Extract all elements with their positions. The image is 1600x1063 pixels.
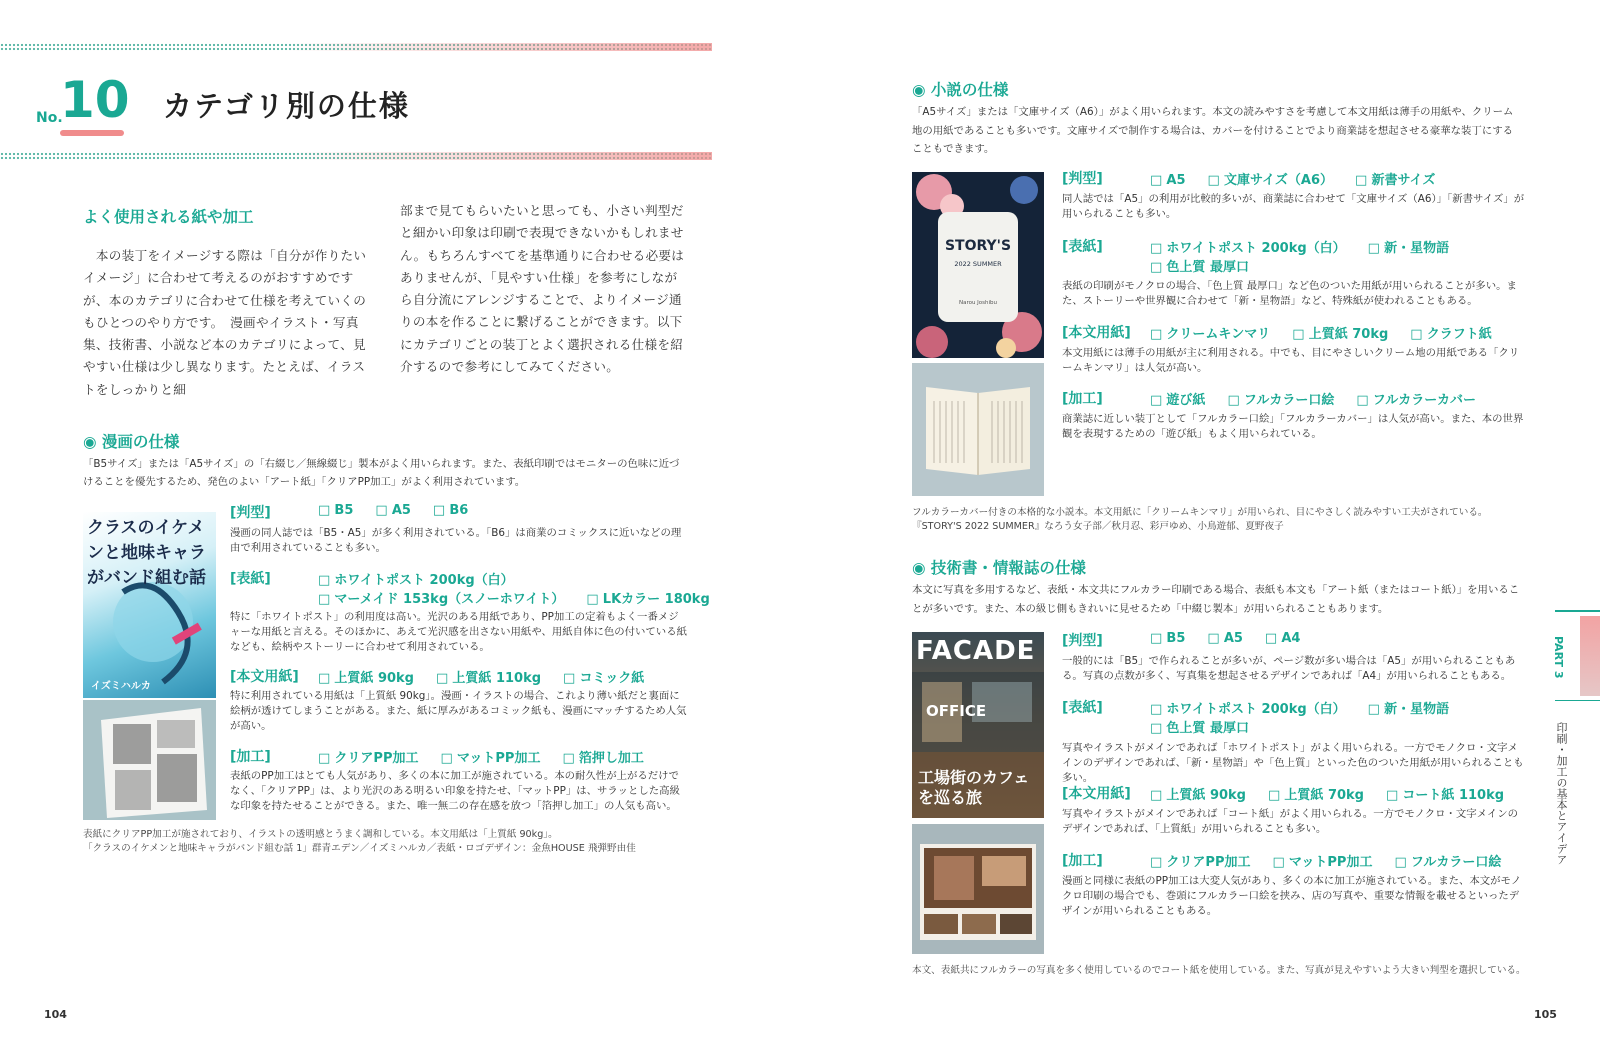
chapter-no-prefix: No. xyxy=(36,110,63,126)
novel-pages-art xyxy=(912,363,1044,496)
intro-heading: よく使用される紙や加工 xyxy=(83,208,254,226)
manga-size-items xyxy=(318,503,490,518)
manga-caption-2: 「クラスのイケメンと地味キャラがバンド組む話 1」群青エデン／イズミハルカ／表紙・ロゴデザイン：金魚HOUSE 飛弾野由佳 xyxy=(83,843,636,854)
manga-cover-item: □ LKカラー 180kg xyxy=(586,592,709,607)
manga-body-item: □ コミック紙 xyxy=(563,671,644,686)
manga-proc-text: 表紙のPP加工はとても人気があり、多くの本に加工が施されている。本の耐久性が上がるだけでなく、「クリアPP」は、より光沢のある明るい印象を持たせ、「マットPP」は、サラッとした高級な印象を持たせることができる。また、唯一無二の存在感を放つ「箔押し加工」の人気も高い。 xyxy=(230,770,680,812)
tech-cover-item: □ ホワイトポスト 200kg（白） xyxy=(1150,702,1346,717)
tech-size-item: □ A4 xyxy=(1265,631,1301,646)
manga-heading: ◉ 漫画の仕様 xyxy=(83,433,180,451)
tech-proc-item: □ フルカラー口絵 xyxy=(1394,855,1501,870)
side-tab-rule xyxy=(1555,610,1600,612)
novel-body-text: 本文用紙には薄手の用紙が主に利用される。中でも、目にやさしいクリーム地の用紙である「クリームキンマリ」は人気が高い。 xyxy=(1062,347,1520,374)
tech-proc-text: 漫画と同様に表紙のPP加工は大変人気があり、多くの本に加工が施されている。また、本文がモノクロ印刷の場合でも、巻頭にフルカラー口絵を挟み、店の写真や、重要な情報を載せるといったデザインが用いられることもある。 xyxy=(1062,875,1522,917)
tech-size-text: 一般的には「B5」で作られることが多いが、ページ数が多い場合は「A5」が用いられることもある。写真の点数が多く、写真集を想起させるデザインであれば「A4」が用いられることもある。 xyxy=(1062,655,1516,682)
novel-cover-items-2 xyxy=(1150,256,1271,275)
novel-cover-items xyxy=(1150,237,1471,256)
novel-proc-item: □ 遊び紙 xyxy=(1150,393,1205,408)
novel-size-item: □ A5 xyxy=(1150,173,1186,188)
novel-cover-label: [表紙] xyxy=(1062,239,1103,255)
novel-size-item: □ 文庫サイズ（A6） xyxy=(1208,173,1334,188)
tech-body-item: □ 上質紙 90kg xyxy=(1150,788,1246,803)
tech-body-item: □ コート紙 110kg xyxy=(1386,788,1504,803)
manga-proc-item: □ マットPP加工 xyxy=(440,751,540,766)
manga-cover-item: □ ホワイトポスト 200kg（白） xyxy=(318,573,514,588)
manga-size-item: □ B5 xyxy=(318,503,353,518)
novel-description: 「A5サイズ」または「文庫サイズ（A6）」がよく用いられます。本文の読みやすさを考慮して本文用紙は薄手の用紙や、クリーム地の用紙であることも多いです。文庫サイズで制作する場合は、カバーを付けることでより商業誌を想起させる豪華な装丁にすることもできます。 xyxy=(912,106,1514,155)
novel-proc-items xyxy=(1150,389,1498,408)
novel-proc-item: □ フルカラー口絵 xyxy=(1227,393,1334,408)
manga-pages-art xyxy=(83,700,216,820)
manga-size-text: 漫画の同人誌では「B5・A5」が多く利用されている。「B6」は商業のコミックスに近いなどの理由で利用されていることも多い。 xyxy=(230,527,682,554)
novel-book-subtitle: 2022 SUMMER xyxy=(954,260,1002,268)
manga-cover-item: □ マーメイド 153kg（スノーホワイト） xyxy=(318,592,564,607)
tech-cover-text: 写真やイラストがメインであれば「ホワイトポスト」がよく用いられる。一方でモノクロ・文字メインのデザインであれば、「新・星物語」や「色上質」といった色のついた用紙が用いられることも多い。 xyxy=(1062,742,1524,784)
tech-body-items xyxy=(1150,784,1526,803)
tech-cover-item: □ 色上質 最厚口 xyxy=(1150,721,1249,736)
novel-body-label: [本文用紙] xyxy=(1062,325,1131,341)
side-tab-chapter: 印刷・加工の基本とアイデア xyxy=(1555,722,1568,865)
tech-size-item: □ B5 xyxy=(1150,631,1185,646)
tech-size-items xyxy=(1150,631,1322,646)
manga-body-item: □ 上質紙 110kg xyxy=(436,671,541,686)
manga-body-text: 特に利用されている用紙は「上質紙 90kg」。漫画・イラストの場合、これより薄い紙だと裏面に絵柄が透けてしまうことがある。また、紙に厚みがあるコミック紙も、漫画にマッチするため人気が高い。 xyxy=(230,690,687,732)
manga-description: 「B5サイズ」または「A5サイズ」の「右綴じ／無線綴じ」製本がよく用いられます。また、表紙印刷ではモニターの色味に近づけることを優先するため、発色のよい「アート紙」「クリアPP加工」がよく利用されています。 xyxy=(83,458,680,488)
manga-cover-items-2 xyxy=(318,588,732,607)
tech-cover-items xyxy=(1150,698,1471,717)
tech-body-text: 写真やイラストがメインであれば「コート紙」がよく用いられる。一方でモノクロ・文字メインのデザインであれば、「上質紙」が用いられることも多い。 xyxy=(1062,808,1519,835)
manga-body-label: [本文用紙] xyxy=(230,669,299,685)
tech-proc-label: [加工] xyxy=(1062,853,1103,869)
tech-caption: 本文、表紙共にフルカラーの写真を多く使用しているのでコート紙を使用している。また、写真が見えやすいよう大きい判型を選択している。 xyxy=(912,965,1526,976)
manga-size-label: [判型] xyxy=(230,505,271,521)
novel-book-title: STORY'S xyxy=(944,238,1012,254)
header-band-bottom xyxy=(0,152,712,160)
manga-cover-label: [表紙] xyxy=(230,571,271,587)
manga-proc-item: □ 箔押し加工 xyxy=(562,751,643,766)
novel-caption-1: フルカラーカバー付きの本格的な小説本。本文用紙に「クリームキンマリ」が用いられ、目にやさしく読みやすい工夫がされている。 xyxy=(912,507,1488,518)
novel-body-item: □ クラフト紙 xyxy=(1410,327,1491,342)
manga-proc-label: [加工] xyxy=(230,749,271,765)
side-tab-rule-2 xyxy=(1555,700,1600,701)
tech-proc-items xyxy=(1150,851,1523,870)
side-tab-swatch xyxy=(1580,616,1600,696)
tech-body-item: □ 上質紙 70kg xyxy=(1268,788,1364,803)
tech-magazine-title: FACADE xyxy=(916,636,1036,666)
manga-cover-text: 特に「ホワイトポスト」の利用度は高い。光沢のある用紙であり、PP加工の定着もよく一番メジャーな用紙と言える。そのほかに、あえて光沢感を出さない用紙や、用紙自体に色の付いている紙なども、絵柄やストーリーに合わせて利用されている。 xyxy=(230,611,687,653)
tech-cover-items-2 xyxy=(1150,717,1271,736)
novel-size-text: 同人誌では「A5」の利用が比較的多いが、商業誌に合わせて「文庫サイズ（A6）」「新書サイズ」が用いられることも多い。 xyxy=(1062,193,1525,220)
manga-body-items xyxy=(318,667,666,686)
novel-body-items xyxy=(1150,323,1514,342)
novel-size-item: □ 新書サイズ xyxy=(1355,173,1435,188)
manga-cover-items xyxy=(318,569,536,588)
tech-heading: ◉ 技術書・情報誌の仕様 xyxy=(912,559,1086,577)
tech-pages-art xyxy=(912,824,1044,954)
novel-cover-text: 表紙の印刷がモノクロの場合、「色上質 最厚口」など色のついた用紙が用いられることが多い。また、ストーリーや世界観に合わせて「新・星物語」など、特殊紙が使われることもある。 xyxy=(1062,280,1517,307)
chapter-number: 10 xyxy=(60,71,130,129)
novel-pages-image xyxy=(912,363,1044,496)
header-band-top xyxy=(0,43,712,51)
manga-caption-1: 表紙にクリアPP加工が施されており、イラストの透明感とうまく調和している。本文用紙は「上質紙 90kg」。 xyxy=(83,829,558,840)
novel-proc-text: 商業誌に近しい装丁として「フルカラー口絵」「フルカラーカバー」は人気が高い。また、本の世界観を表現するための「遊び紙」もよく用いられている。 xyxy=(1062,413,1524,440)
page-number-right: 105 xyxy=(1534,1008,1557,1021)
tech-proc-item: □ マットPP加工 xyxy=(1272,855,1372,870)
manga-size-item: □ B6 xyxy=(433,503,468,518)
manga-cover-image xyxy=(83,512,216,698)
tech-cover-image xyxy=(912,632,1044,818)
novel-proc-item: □ フルカラーカバー xyxy=(1356,393,1476,408)
manga-cover-author: イズミハルカ xyxy=(91,681,151,692)
page-number-left: 104 xyxy=(44,1008,67,1021)
manga-pages-image xyxy=(83,700,216,820)
novel-proc-label: [加工] xyxy=(1062,391,1103,407)
novel-cover-item: □ 色上質 最厚口 xyxy=(1150,260,1249,275)
novel-book-author: Narou Joshibu xyxy=(958,300,998,306)
novel-heading: ◉ 小説の仕様 xyxy=(912,81,1009,99)
intro-column-1: 本の装丁をイメージする際は「自分が作りたいイメージ」に合わせて考えるのがおすすめですが、本のカテゴリに合わせて仕様を考えていくのもひとつのやり方です。 漫画やイラスト・写真集、技術書、小説など本のカテゴリによって、見やすい仕様は少し異なります。たとえば、イラストをしっかりと細 xyxy=(83,248,367,397)
manga-proc-items xyxy=(318,747,666,766)
novel-cover-item: □ ホワイトポスト 200kg（白） xyxy=(1150,241,1346,256)
tech-size-item: □ A5 xyxy=(1207,631,1243,646)
manga-cover-title: クラスのイケメンと地味キャラがバンド組む話 xyxy=(87,518,206,588)
side-tab-part: PART 3 xyxy=(1552,636,1565,679)
tech-cover-label: [表紙] xyxy=(1062,700,1103,716)
novel-body-item: □ 上質紙 70kg xyxy=(1292,327,1388,342)
manga-size-item: □ A5 xyxy=(375,503,411,518)
page-title: カテゴリ別の仕様 xyxy=(163,89,410,123)
tech-cover-item: □ 新・星物語 xyxy=(1368,702,1449,717)
novel-size-label: [判型] xyxy=(1062,171,1103,187)
tech-size-label: [判型] xyxy=(1062,633,1103,649)
tech-pages-image xyxy=(912,824,1044,954)
novel-caption-2: 『STORY'S 2022 SUMMER』なろう女子部／秋月忍、彩戸ゆめ、小鳥遊郁、夏野夜子 xyxy=(912,521,1284,532)
tech-magazine-headline: 工場街のカフェを巡る旅 xyxy=(918,768,1030,807)
novel-cover-item: □ 新・星物語 xyxy=(1368,241,1449,256)
manga-proc-item: □ クリアPP加工 xyxy=(318,751,418,766)
tech-body-label: [本文用紙] xyxy=(1062,786,1131,802)
novel-cover-image xyxy=(912,172,1044,358)
tech-proc-item: □ クリアPP加工 xyxy=(1150,855,1250,870)
novel-size-items xyxy=(1150,169,1457,188)
tech-magazine-office: OFFICE xyxy=(926,702,987,720)
tech-description: 本文に写真を多用するなど、表紙・本文共にフルカラー印刷である場合、表紙も本文も「アート紙（またはコート紙）」を用いることが多いです。また、本の級じ側もきれいに見せるため「中綴じ製本」が用いられることもあります。 xyxy=(912,584,1520,615)
novel-body-item: □ クリームキンマリ xyxy=(1150,327,1270,342)
manga-body-item: □ 上質紙 90kg xyxy=(318,671,414,686)
intro-column-2: 部まで見てもらいたいと思っても、小さい判型だと細かい印象は印刷で表現できないかもしれません。もちろんすべてを基準通りに合わせる必要はありませんが、「見やすい仕様」を参考にしながら自分流にアレンジすることで、よりイメージ通りの本を作ることに繋げることができます。以下にカテゴリごとの装丁とよく選択される仕様を紹介するので参考にしてみてください。 xyxy=(400,203,685,375)
chapter-number-underline xyxy=(60,130,124,136)
